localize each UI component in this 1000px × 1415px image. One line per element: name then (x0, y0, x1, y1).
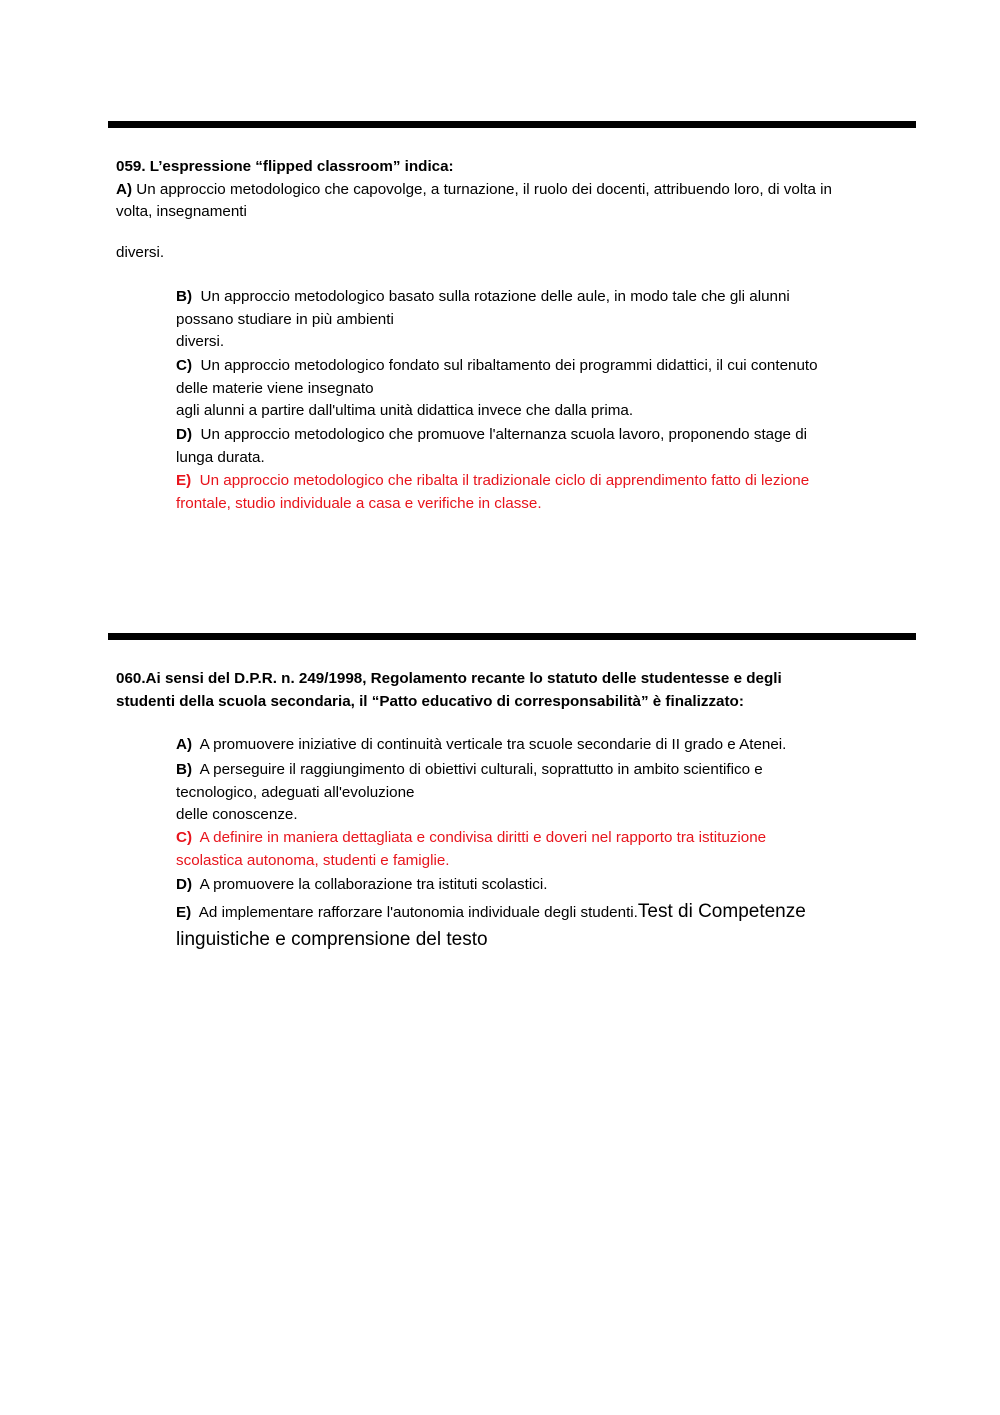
question-title-line-2: studenti della scuola secondaria, il “Patto educativo di corresponsabilità” è finalizzato: (116, 692, 744, 710)
option-letter: D) (176, 426, 193, 443)
option-text: diversi. (176, 333, 225, 350)
option-text: A perseguire il raggiungimento di obiettivi culturali, soprattutto in ambito scientifico e (199, 761, 763, 778)
option-text: A definire in maniera dettagliata e condivisa diritti e doveri nel rapporto tra istituzione (199, 829, 767, 846)
section-heading-line-2: linguistiche e comprensione del testo (176, 929, 488, 950)
section-divider-top (108, 121, 916, 128)
option-letter: A) (176, 736, 193, 753)
option-a-line-2: volta, insegnamenti (116, 203, 247, 220)
q60-option-d (176, 874, 901, 897)
q60-option-b (176, 759, 901, 827)
option-letter: E) (176, 904, 192, 921)
option-text: tecnologico, adeguati all'evoluzione (176, 783, 415, 801)
section-heading: Test di Competenze (637, 901, 806, 922)
q60-option-e (176, 898, 901, 953)
option-letter: C) (176, 829, 193, 846)
option-text: delle conoscenze. (176, 806, 298, 823)
option-text: Un approccio metodologico che ribalta il tradizionale ciclo di apprendimento fatto di lezione (199, 472, 810, 489)
option-letter: A) (116, 180, 133, 198)
q60-option-a (176, 734, 901, 757)
section-divider-middle (108, 633, 916, 640)
option-text: diversi. (116, 244, 165, 261)
option-letter: D) (176, 876, 193, 893)
question-title: 059. L’espressione “flipped classroom” indica: (116, 158, 454, 175)
q60-option-c-correct (176, 827, 901, 872)
option-letter: E) (176, 472, 192, 489)
option-text: delle materie viene insegnato (176, 379, 374, 397)
option-text: possano studiare in più ambienti (176, 310, 394, 328)
q59-option-c (176, 355, 901, 423)
option-a-line-1 (116, 179, 916, 202)
option-text: Ad implementare rafforzare l'autonomia individuale degli studenti. (198, 904, 638, 921)
option-text: Un approccio metodologico fondato sul ribaltamento dei programmi didattici, il cui contenuto (200, 357, 818, 374)
option-text: Un approccio metodologico basato sulla rotazione delle aule, in modo tale che gli alunni (200, 288, 790, 305)
option-letter: B) (176, 761, 193, 778)
question-059 (116, 156, 916, 224)
option-letter: B) (176, 288, 193, 305)
option-text: frontale, studio individuale a casa e verifiche in classe. (176, 494, 542, 512)
q59-option-e-correct (176, 470, 901, 515)
question-title-line-1: 060.Ai sensi del D.P.R. n. 249/1998, Regolamento recante lo statuto delle studentesse e degli (116, 670, 782, 687)
option-a-line-3 (116, 242, 916, 265)
q59-option-b (176, 286, 901, 354)
option-text: Un approccio metodologico che promuove l'alternanza scuola lavoro, proponendo stage di (200, 426, 808, 443)
option-text: A promuovere iniziative di continuità verticale tra scuole secondarie di II grado e Atenei. (199, 736, 787, 753)
q59-option-d (176, 424, 901, 469)
option-text: agli alunni a partire dall'ultima unità didattica invece che dalla prima. (176, 402, 634, 419)
option-text: Un approccio metodologico che capovolge, a turnazione, il ruolo dei docenti, attribuendo loro, di volta in (132, 180, 832, 198)
option-letter: C) (176, 357, 193, 374)
option-text: A promuovere la collaborazione tra istituti scolastici. (199, 876, 548, 893)
option-text: scolastica autonoma, studenti e famiglie. (176, 851, 450, 869)
option-text: lunga durata. (176, 448, 265, 466)
question-060 (116, 668, 916, 713)
